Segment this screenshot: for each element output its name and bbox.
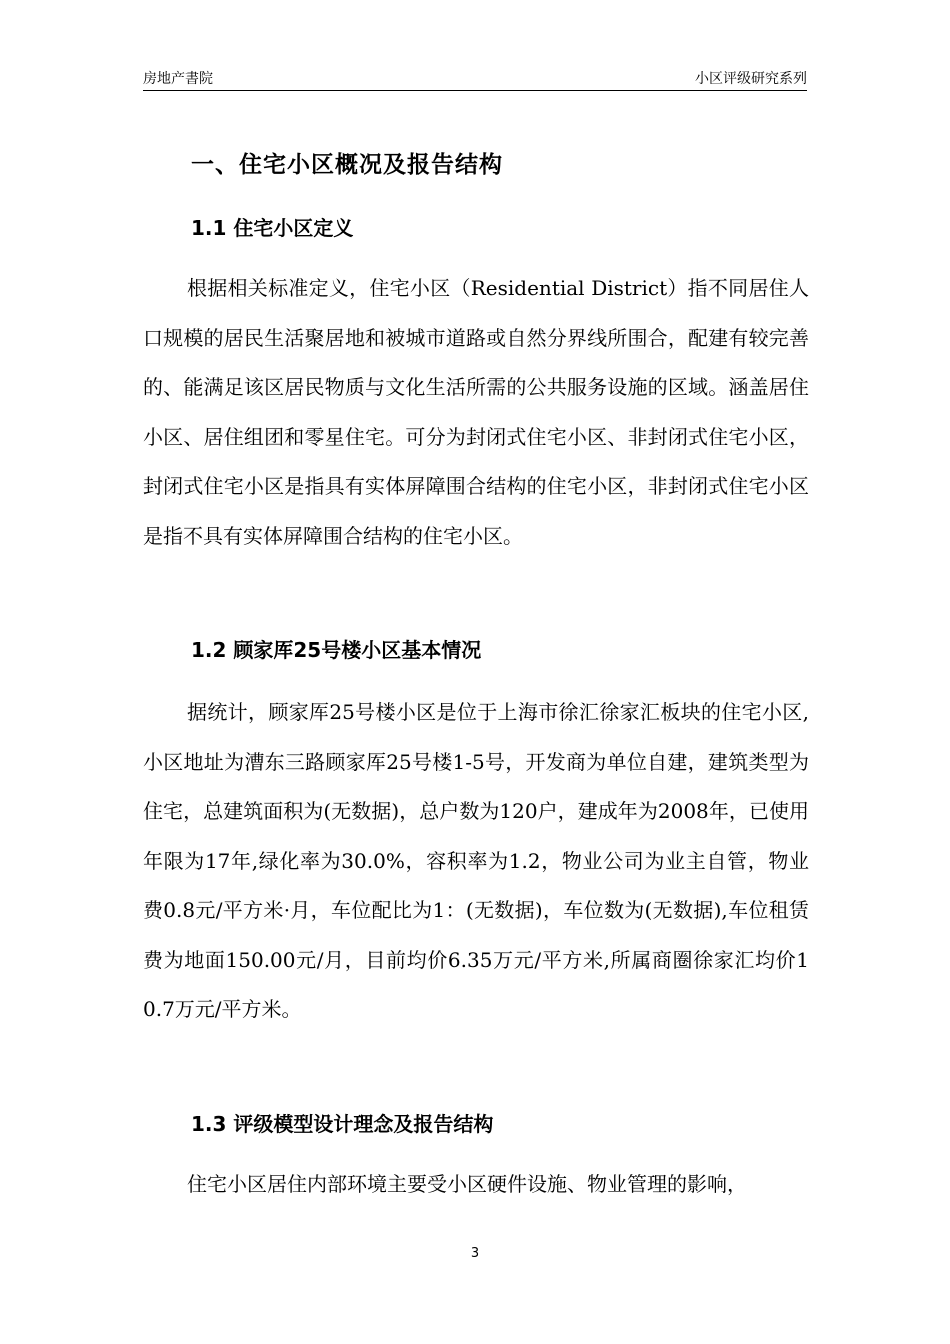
subsection-heading-1-2: 1.2 顾家厍25号楼小区基本情况 bbox=[191, 638, 482, 662]
header-series-title: 小区评级研究系列 bbox=[695, 71, 807, 87]
subsection-heading-1-3: 1.3 评级模型设计理念及报告结构 bbox=[191, 1112, 494, 1136]
subsection-heading-1-1: 1.1 住宅小区定义 bbox=[191, 216, 354, 240]
header-publisher: 房地产書院 bbox=[143, 71, 213, 87]
paragraph-model-design: 住宅小区居住内部环境主要受小区硬件设施、物业管理的影响， bbox=[187, 1172, 747, 1196]
section-heading: 一、住宅小区概况及报告结构 bbox=[191, 152, 503, 178]
paragraph-basic-info: 据统计，顾家厍25号楼小区是位于上海市徐汇徐家汇板块的住宅小区,小区地址为漕东三路顾家厍25号楼1-5号，开发商为单位自建，建筑类型为住宅，总建筑面积为(无数据)，总户数为120户，建成年为2008年，已使用年限为17年,绿化率为30.0%，容积率为1.2，物业公司为业主自管，物业费0.8元/平方米·月，车位配比为1：(无数据)，车位数为(无数据),车位租赁费为地面150.00元/月，目前均价6.35万元/平方米,所属商圈徐家汇均价10.7万元/平方米。 bbox=[143, 700, 809, 1021]
page-number: 3 bbox=[470, 1246, 480, 1261]
paragraph-definition: 根据相关标准定义，住宅小区（Residential District）指不同居住人口规模的居民生活聚居地和被城市道路或自然分界线所围合，配建有较完善的、能满足该区居民物质与文化生活所需的公共服务设施的区域。涵盖居住小区、居住组团和零星住宅。可分为封闭式住宅小区、非封闭式住宅小区，封闭式住宅小区是指具有实体屏障围合结构的住宅小区，非封闭式住宅小区是指不具有实体屏障围合结构的住宅小区。 bbox=[143, 276, 809, 548]
page-header bbox=[143, 64, 807, 91]
